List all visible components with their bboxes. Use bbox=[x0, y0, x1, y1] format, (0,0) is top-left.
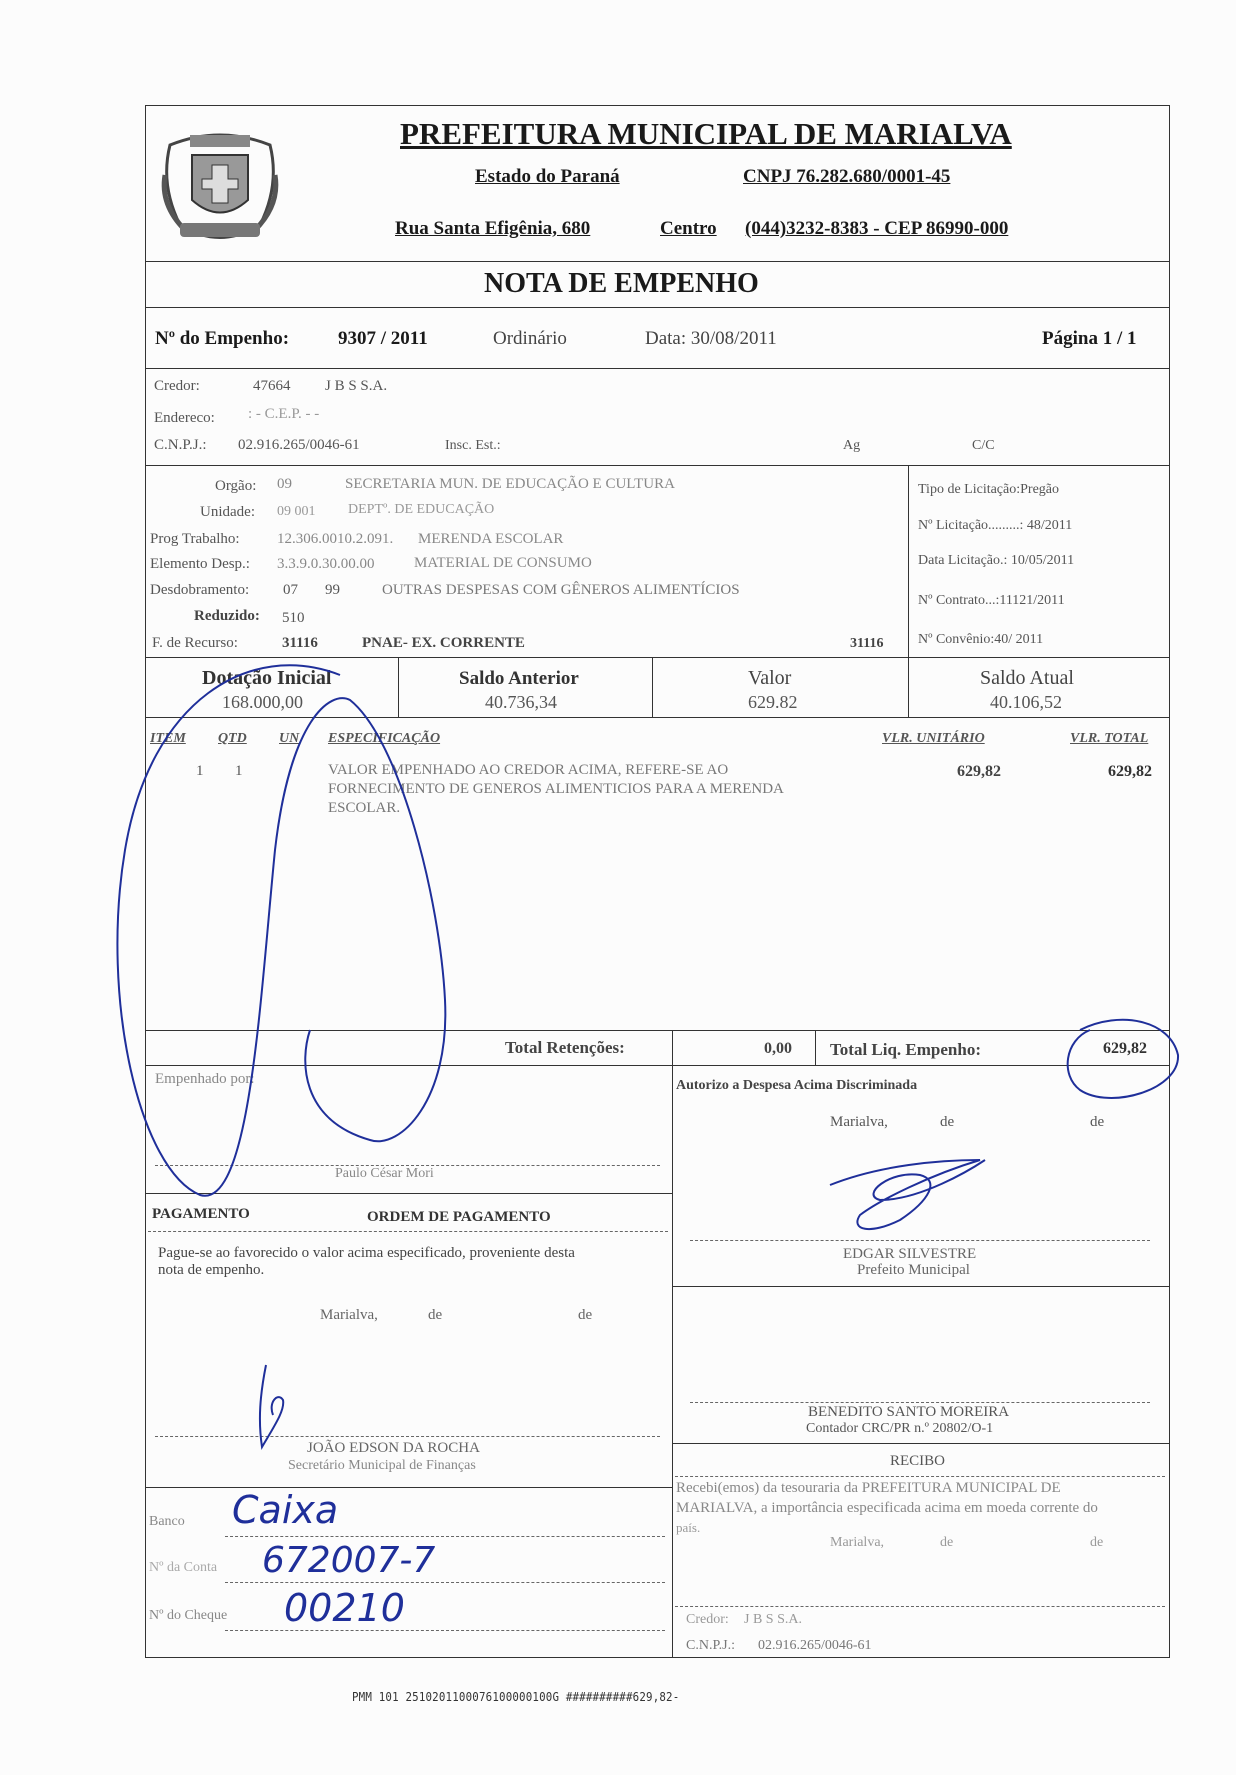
secretario-name: JOÃO EDSON DA ROCHA bbox=[307, 1440, 480, 1456]
unidade-code: 09 001 bbox=[277, 504, 316, 519]
credor-name: J B S S.A. bbox=[325, 378, 388, 394]
pagamento-label: PAGAMENTO bbox=[152, 1206, 250, 1222]
prefeito-name: EDGAR SILVESTRE bbox=[843, 1246, 977, 1262]
banco-handwritten: Caixa bbox=[232, 1488, 339, 1532]
recibo-city: Marialva, bbox=[830, 1535, 885, 1550]
phone-cep: (044)3232-8383 - CEP 86990-000 bbox=[745, 218, 1009, 239]
desdobramento-code-1: 07 bbox=[283, 582, 298, 598]
recibo-credor-label: Credor: bbox=[686, 1612, 729, 1627]
pagamento-text-1: Pague-se ao favorecido o valor acima especificado, proveniente desta bbox=[158, 1245, 575, 1261]
banco-label: Banco bbox=[149, 1514, 185, 1529]
autorizo-label: Autorizo a Despesa Acima Discriminada bbox=[676, 1078, 918, 1093]
total-liq-value: 629,82 bbox=[1103, 1040, 1147, 1057]
item-qtd: 1 bbox=[235, 763, 243, 779]
district: Centro bbox=[660, 218, 717, 239]
cnpj-header: CNPJ 76.282.680/0001-45 bbox=[743, 166, 951, 187]
total-retencoes-label: Total Retenções: bbox=[505, 1038, 625, 1057]
recibo-cnpj-label: C.N.P.J.: bbox=[686, 1638, 736, 1653]
state-name: Estado do Paraná bbox=[475, 166, 620, 187]
especificacao-header: ESPECIFICAÇÃO bbox=[328, 731, 441, 746]
page-number: Página 1 / 1 bbox=[1042, 328, 1137, 349]
autorizo-de-1: de bbox=[940, 1114, 955, 1130]
autorizo-de-2: de bbox=[1090, 1114, 1105, 1130]
empenho-number: 9307 / 2011 bbox=[338, 328, 428, 349]
orgao-label: Orgão: bbox=[215, 478, 257, 494]
tipo-licitacao: Tipo de Licitação:Pregão bbox=[918, 482, 1060, 497]
cheque-handwritten: 00210 bbox=[284, 1586, 405, 1630]
credor-code: 47664 bbox=[253, 378, 291, 394]
conta-label: Nº da Conta bbox=[149, 1560, 218, 1575]
contador-title: Contador CRC/PR n.º 20802/O-1 bbox=[806, 1421, 994, 1436]
item-number: 1 bbox=[196, 763, 204, 779]
vlr-unitario-header: VLR. UNITÁRIO bbox=[882, 731, 985, 746]
document-title: NOTA DE EMPENHO bbox=[484, 268, 759, 299]
recurso-name: PNAE- EX. CORRENTE bbox=[362, 635, 525, 651]
elemento-label: Elemento Desp.: bbox=[150, 556, 250, 572]
contador-name: BENEDITO SANTO MOREIRA bbox=[808, 1404, 1010, 1420]
prog-label: Prog Trabalho: bbox=[150, 531, 240, 547]
autorizo-city: Marialva, bbox=[830, 1114, 888, 1130]
item-desc-line-3: ESCOLAR. bbox=[328, 800, 401, 816]
total-liq-label: Total Liq. Empenho: bbox=[830, 1040, 981, 1059]
numero-convenio: Nº Convênio:40/ 2011 bbox=[918, 632, 1044, 647]
item-vlr-total: 629,82 bbox=[1108, 763, 1152, 780]
ag-label: Ag bbox=[843, 438, 861, 453]
item-desc-line-2: FORNECIMENTO DE GENEROS ALIMENTICIOS PARA A MERENDA bbox=[328, 781, 784, 797]
item-header: ITEM bbox=[150, 731, 186, 746]
valor-label: Valor bbox=[748, 667, 792, 689]
desdobramento-label: Desdobramento: bbox=[150, 582, 250, 598]
prog-code: 12.306.0010.2.091. bbox=[277, 531, 394, 547]
dotacao-label: Dotação Inicial bbox=[202, 667, 332, 689]
recibo-text-2: MARIALVA, a importância especificada acima em moeda corrente do bbox=[676, 1500, 1098, 1516]
numero-contrato: Nº Contrato...:11121/2011 bbox=[918, 593, 1065, 608]
page-title: PREFEITURA MUNICIPAL DE MARIALVA bbox=[400, 116, 1012, 151]
elemento-code: 3.3.9.0.30.00.00 bbox=[277, 556, 375, 572]
secretario-signature-stroke bbox=[260, 1365, 283, 1447]
reduzido-value: 510 bbox=[282, 610, 305, 626]
recibo-de-2: de bbox=[1090, 1535, 1104, 1550]
ordem-pagamento-label: ORDEM DE PAGAMENTO bbox=[367, 1209, 551, 1225]
empenhado-por-label: Empenhado por: bbox=[155, 1071, 255, 1087]
recibo-credor-name: J B S S.A. bbox=[744, 1612, 802, 1627]
cc-label: C/C bbox=[972, 438, 995, 453]
orgao-code: 09 bbox=[277, 476, 292, 492]
un-header: UN bbox=[279, 731, 300, 746]
empenhado-por-name: Paulo César Mori bbox=[335, 1166, 434, 1181]
vlr-total-header: VLR. TOTAL bbox=[1070, 731, 1149, 746]
pagamento-city: Marialva, bbox=[320, 1307, 378, 1323]
address: Rua Santa Efigênia, 680 bbox=[395, 218, 591, 239]
liq-value-circle bbox=[1068, 1020, 1178, 1098]
valor-value: 629.82 bbox=[748, 692, 798, 712]
orgao-name: SECRETARIA MUN. DE EDUCAÇÃO E CULTURA bbox=[345, 476, 675, 492]
saldo-anterior-label: Saldo Anterior bbox=[459, 668, 579, 689]
footer-code: PMM 101 2510201100076100000100G ##########629,82- bbox=[352, 1690, 680, 1704]
insc-est-label: Insc. Est.: bbox=[445, 438, 501, 453]
pagamento-text-2: nota de empenho. bbox=[158, 1262, 265, 1278]
endereco-value: : - C.E.P. - - bbox=[248, 406, 320, 422]
credor-cnpj: 02.916.265/0046-61 bbox=[238, 437, 360, 453]
saldo-atual-label: Saldo Atual bbox=[980, 667, 1074, 689]
recurso-code-2: 31116 bbox=[850, 636, 884, 651]
recibo-label: RECIBO bbox=[890, 1453, 946, 1469]
desdobramento-code-2: 99 bbox=[325, 582, 340, 598]
qtd-header: QTD bbox=[218, 731, 247, 746]
prog-name: MERENDA ESCOLAR bbox=[418, 531, 564, 547]
empenho-date: Data: 30/08/2011 bbox=[645, 328, 777, 349]
cnpj-label: C.N.P.J.: bbox=[154, 437, 207, 453]
prefeito-title: Prefeito Municipal bbox=[857, 1262, 970, 1278]
conta-handwritten: 672007-7 bbox=[262, 1540, 436, 1581]
total-retencoes-value: 0,00 bbox=[764, 1040, 792, 1057]
credor-label: Credor: bbox=[154, 378, 200, 394]
recurso-code: 31116 bbox=[282, 635, 318, 651]
elemento-name: MATERIAL DE CONSUMO bbox=[414, 555, 592, 571]
item-desc-line-1: VALOR EMPENHADO AO CREDOR ACIMA, REFERE-SE AO bbox=[328, 762, 729, 778]
item-vlr-unitario: 629,82 bbox=[957, 763, 1001, 780]
recibo-text-1: Recebi(emos) da tesouraria da PREFEITURA MUNICIPAL DE bbox=[676, 1480, 1061, 1496]
prefeito-signature-stroke bbox=[830, 1160, 985, 1229]
dotacao-value: 168.000,00 bbox=[222, 692, 303, 712]
cheque-label: Nº do Cheque bbox=[149, 1608, 228, 1623]
pagamento-de-1: de bbox=[428, 1307, 443, 1323]
endereco-label: Endereco: bbox=[154, 410, 215, 426]
recurso-label: F. de Recurso: bbox=[152, 635, 238, 651]
saldo-atual-value: 40.106,52 bbox=[990, 692, 1062, 712]
recibo-text-3: país. bbox=[676, 1520, 701, 1535]
numero-licitacao: Nº Licitação.........: 48/2011 bbox=[918, 518, 1073, 533]
unidade-name: DEPTº. DE EDUCAÇÃO bbox=[348, 502, 495, 517]
reduzido-label: Reduzido: bbox=[194, 608, 260, 624]
desdobramento-name: OUTRAS DESPESAS COM GÊNEROS ALIMENTÍCIOS bbox=[382, 582, 740, 598]
recibo-cnpj: 02.916.265/0046-61 bbox=[758, 1638, 872, 1653]
saldo-anterior-value: 40.736,34 bbox=[485, 692, 557, 712]
unidade-label: Unidade: bbox=[200, 504, 255, 520]
empenhado-signature-stroke bbox=[117, 665, 445, 1195]
pagamento-de-2: de bbox=[578, 1307, 593, 1323]
empenho-number-label: Nº do Empenho: bbox=[155, 328, 290, 349]
empenho-type: Ordinário bbox=[493, 328, 567, 349]
recibo-de-1: de bbox=[940, 1535, 954, 1550]
secretario-title: Secretário Municipal de Finanças bbox=[288, 1458, 476, 1473]
data-licitacao: Data Licitação.: 10/05/2011 bbox=[918, 553, 1075, 568]
